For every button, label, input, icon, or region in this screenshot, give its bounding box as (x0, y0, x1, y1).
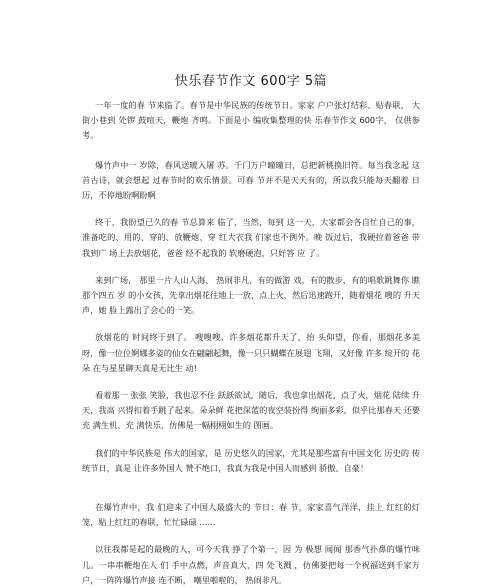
body-paragraph-4: 放烟花的 时间终于到了。 嗖嗖嗖，许多烟花都升天了，抬 头仰望，你看，那烟花多美 呀，像一位位婀娜多姿的仙女在翩翩起舞，像一只只蝴蝶在展翅 飞翔，又好像 许多 绽开的 花朵 在与星星聊天真是无比生 动! (82, 332, 420, 373)
spacer (82, 434, 420, 446)
body-paragraph-6: 我们的中华民族是 伟大的国家，是 历史悠久的国家，尤其是那些富有中国文化 历史的 传统节日，真是 让许多外国人 赞不绝口，我真为我是中国人而感到 骄傲、自豪！ (82, 447, 420, 473)
spacer (82, 476, 420, 500)
intro-paragraph: 一年一度的春 节来临了。春节是中华民族的传统节日。家家 户户张灯结彩、贴春联， 大街小巷到 处锣 鼓喧天，鞭炮 齐鸣。下面是小 编收集整理的快 乐春节作文 600字， 仅供参 考。 (82, 100, 420, 141)
body-paragraph-5: 看着那一 张张 笑脸，我也忍不住 跃跃欲试，随后，我也拿出烟花，点了火，烟花 陆续 升天，我高 兴得扣着手跳了起来。朵朵鲜 花把深蓝的夜空装扮得 绚丽多彩，似乎比那春天 还要充 满生机、充 满快乐，仿佛是一幅栩栩如生的 图画。 (82, 390, 420, 431)
body-paragraph-7: 在爆竹声中，我 们迎来了中国人最盛大的 节日：春 节，家家喜气洋洋，挂上 红红的灯 笼，贴上红红的春联，忙忙碌碌 …… (82, 502, 420, 528)
article-title: 快乐春节作文 600字 5篇 (174, 74, 328, 89)
spacer (82, 318, 420, 330)
body-paragraph-2: 终于，我盼望已久的春 节总算来 临了，当然，每到 这一天，大家都会各自忙自己的事， 准备吃的、用的、穿的、放鞭炮、穿 红大衣我 们家也不例外。晚 饭过后，我硬拉着爸爸 带 我到广 场上去放烟花，爸爸 经不起我的 软磨硬泡，只好答 应 了。 (82, 217, 420, 258)
spacer (82, 530, 420, 542)
spacer (82, 203, 420, 215)
spacer (82, 144, 420, 158)
spacer (82, 261, 420, 273)
spacer (82, 376, 420, 388)
body-paragraph-1: 爆竹声中一 岁除，春风送暖入屠 苏。千门万户曈曈日，总把新桃换旧符。每当我念起 这首古诗，就会想起 过春节时的欢乐情景。可春 节并不是天天有的，所以我只能每天翻着 日历，不停地盼啊盼啊 (82, 159, 420, 201)
body-paragraph-3: 来到广场， 那里一片人山人海、 热闹非凡，有的做游 戏，有的散步，有的唱歌跳舞你 瞧那个四五 岁 的小女孩，先拿出烟花往地上一放，点上火，然后迅速跑开，随着烟花 嗖的 升天声，她 脸上露出了会心的一笑。 (82, 274, 420, 316)
body-paragraph-8: 以往我都是起的最晚的人，可今天我 挣了个第一，因 为 极想 闻闻 那香气扑鼻的爆竹味 儿。一串串鞭炮在人 们 手中点燃，声音真大，四 处飞溅 ，仿佛要把每一个祝福送到千家万户，一阵阵爆竹声接 连不断， 嘲里啪啦的， 热闹非凡。 (82, 544, 420, 585)
